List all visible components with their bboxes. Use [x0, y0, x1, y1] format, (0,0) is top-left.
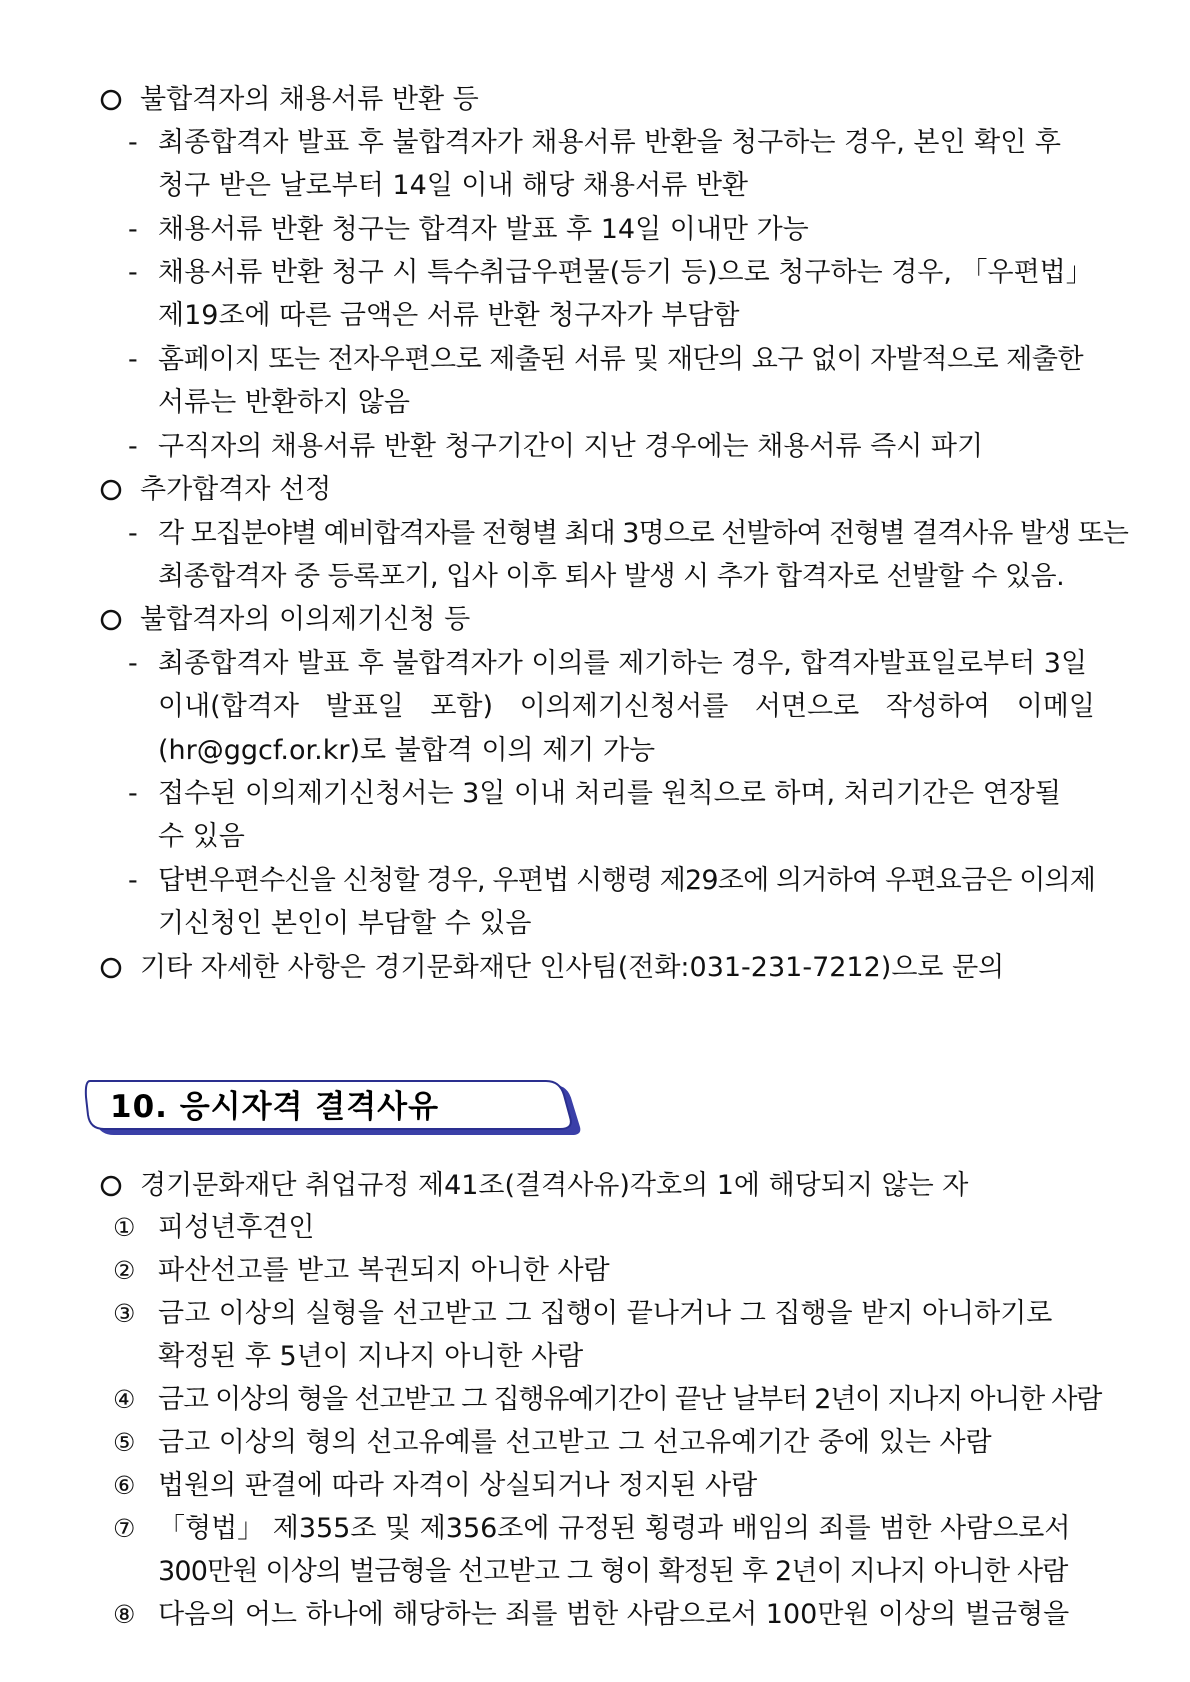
- item-text: 각 모집분야별 예비합격자를 전형별 최대 3명으로 선발하여 전형별 결격사유 발생 또는: [158, 518, 1128, 549]
- item-text: 채용서류 반환 청구는 합격자 발표 후 14일 이내만 가능: [158, 214, 809, 245]
- circle-bullet-icon: [98, 86, 126, 114]
- dash-marker: -: [128, 778, 138, 809]
- dash-marker: -: [128, 648, 138, 679]
- item-text: 제19조에 따른 금액은 서류 반환 청구자가 부담함: [158, 300, 740, 331]
- circle-bullet-icon: [98, 606, 126, 634]
- item-text: 다음의 어느 하나에 해당하는 죄를 범한 사람으로서 100만원 이상의 벌금형을: [158, 1599, 1070, 1630]
- item-text: 최종합격자 중 등록포기, 입사 이후 퇴사 발생 시 추가 합격자로 선발할 수 있음.: [158, 561, 1065, 592]
- heading-additional: 추가합격자 선정: [140, 474, 332, 505]
- item-text: 300만원 이상의 벌금형을 선고받고 그 형이 확정된 후 2년이 지나지 아니한 사람: [158, 1556, 1068, 1587]
- item-text: 피성년후견인: [158, 1212, 315, 1243]
- item-text: 법원의 판결에 따라 자격이 상실되거나 정지된 사람: [158, 1470, 758, 1501]
- item-text: 금고 이상의 형의 선고유예를 선고받고 그 선고유예기간 중에 있는 사람: [158, 1427, 992, 1458]
- item-text: 수 있음: [158, 821, 245, 852]
- item-text: 청구 받은 날로부터 14일 이내 해당 채용서류 반환: [158, 170, 748, 201]
- item-text: 답변우편수신을 신청할 경우, 우편법 시행령 제29조에 의거하여 우편요금은 이의제: [158, 865, 1096, 896]
- section-10-intro: 경기문화재단 취업규정 제41조(결격사유)각호의 1에 해당되지 않는 자: [140, 1170, 969, 1201]
- item-text: 기신청인 본인이 부담할 수 있음: [158, 908, 532, 939]
- item-number: ⑤: [113, 1428, 136, 1457]
- item-number: ④: [113, 1385, 136, 1414]
- item-number: ③: [113, 1299, 136, 1328]
- item-text: 금고 이상의 형을 선고받고 그 집행유예기간이 끝난 날부터 2년이 지나지 아니한 사람: [158, 1384, 1102, 1415]
- item-number: ⑥: [113, 1471, 136, 1500]
- heading-objection: 불합격자의 이의제기신청 등: [140, 604, 471, 635]
- item-text: 구직자의 채용서류 반환 청구기간이 지난 경우에는 채용서류 즉시 파기: [158, 431, 984, 462]
- item-text: 최종합격자 발표 후 불합격자가 이의를 제기하는 경우, 합격자발표일로부터 3일: [158, 648, 1088, 679]
- item-text: 확정된 후 5년이 지나지 아니한 사람: [158, 1341, 584, 1372]
- dash-marker: -: [128, 431, 138, 462]
- circle-bullet-icon: [98, 476, 126, 504]
- contact-info: 기타 자세한 사항은 경기문화재단 인사팀(전화:031-231-7212)으로 문의: [140, 952, 1005, 983]
- item-text: 파산선고를 받고 복권되지 아니한 사람: [158, 1255, 610, 1286]
- dash-marker: -: [128, 518, 138, 549]
- dash-marker: -: [128, 344, 138, 375]
- dash-marker: -: [128, 214, 138, 245]
- section-10-header: [84, 1077, 584, 1139]
- dash-marker: -: [128, 127, 138, 158]
- item-text: 서류는 반환하지 않음: [158, 387, 410, 418]
- item-text: 「형법」 제355조 및 제356조에 규정된 횡령과 배임의 죄를 범한 사람으로서: [158, 1513, 1071, 1544]
- heading-return-docs: 불합격자의 채용서류 반환 등: [140, 84, 479, 115]
- item-text: 금고 이상의 실형을 선고받고 그 집행이 끝나거나 그 집행을 받지 아니하기로: [158, 1298, 1053, 1329]
- dash-marker: -: [128, 865, 138, 896]
- dash-marker: -: [128, 257, 138, 288]
- item-text: 채용서류 반환 청구 시 특수취급우편물(등기 등)으로 청구하는 경우, 「우편법」: [158, 257, 1093, 288]
- item-number: ⑦: [113, 1514, 136, 1543]
- section-10-title: 10. 응시자격 결격사유: [110, 1089, 440, 1125]
- item-text: 최종합격자 발표 후 불합격자가 채용서류 반환을 청구하는 경우, 본인 확인 후: [158, 127, 1061, 158]
- circle-bullet-icon: [98, 1172, 126, 1200]
- item-number: ⑧: [113, 1600, 136, 1629]
- item-number: ①: [113, 1213, 136, 1242]
- item-number: ②: [113, 1256, 136, 1285]
- item-text: 홈페이지 또는 전자우편으로 제출된 서류 및 재단의 요구 없이 자발적으로 제출한: [158, 344, 1084, 375]
- circle-bullet-icon: [98, 954, 126, 982]
- item-text: (hr@ggcf.or.kr)로 불합격 이의 제기 가능: [158, 735, 656, 766]
- item-text: 이내(합격자 발표일 포함) 이의제기신청서를 서면으로 작성하여 이메일: [158, 691, 1095, 722]
- item-text: 접수된 이의제기신청서는 3일 이내 처리를 원칙으로 하며, 처리기간은 연장될: [158, 778, 1061, 809]
